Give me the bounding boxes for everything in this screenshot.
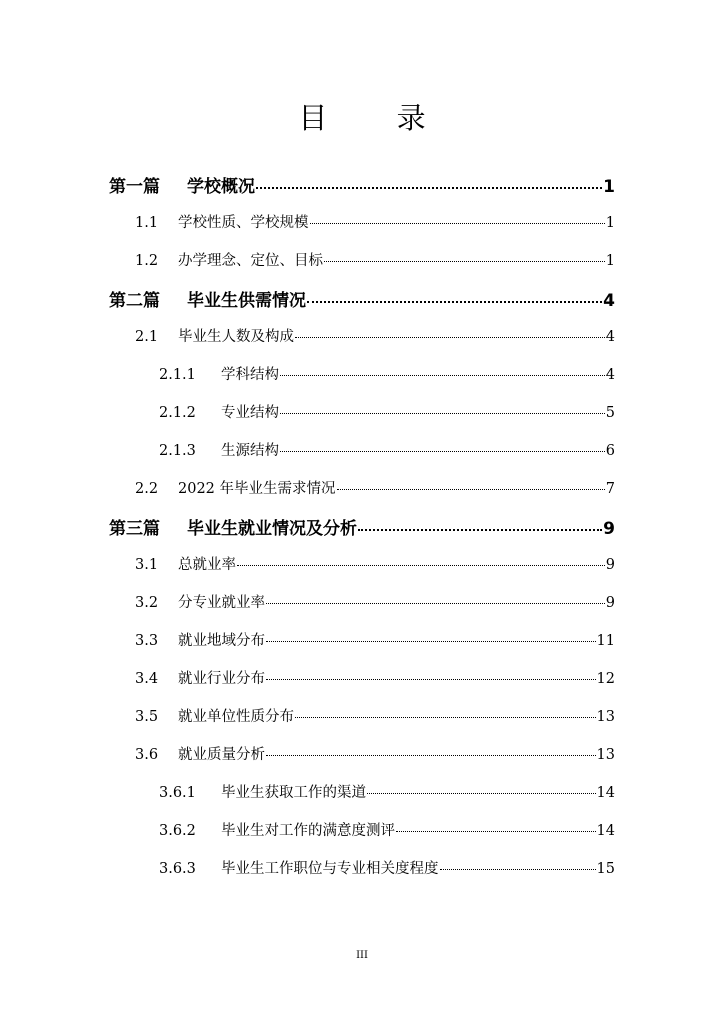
toc-entry-page: 13 (596, 747, 615, 763)
dot-leader (256, 187, 602, 189)
dot-leader (280, 451, 605, 452)
dot-leader (358, 529, 602, 531)
dot-leader (280, 375, 605, 376)
dot-leader (440, 869, 596, 870)
toc-entry-label: 毕业生对工作的满意度测评 (221, 823, 395, 839)
toc-entry-page: 1 (603, 177, 615, 197)
toc-entry-page: 7 (605, 481, 615, 497)
dot-leader (280, 413, 605, 414)
toc-entry-label: 总就业率 (178, 557, 236, 573)
toc-entry-2-1-2[interactable] (159, 401, 615, 422)
dot-leader (266, 641, 596, 642)
toc-entry-2-1[interactable] (135, 325, 615, 346)
toc-entry-page: 9 (603, 519, 615, 539)
toc-entry-3-6-3[interactable] (159, 857, 615, 878)
toc-entry-chapter-1[interactable] (109, 172, 615, 197)
toc-entry-page: 14 (596, 823, 615, 839)
toc-entry-3-4[interactable] (135, 667, 615, 688)
dot-leader (266, 603, 605, 604)
toc-entry-page: 9 (605, 595, 615, 611)
toc-entry-number: 3.1 (135, 557, 159, 573)
toc-entry-page: 6 (605, 443, 615, 459)
toc-entry-chapter-2[interactable] (109, 286, 615, 311)
toc-entry-page: 14 (596, 785, 615, 801)
toc-entry-2-1-1[interactable] (159, 363, 615, 384)
toc-entry-label: 办学理念、定位、目标 (178, 253, 323, 269)
toc-entry-number: 3.2 (135, 595, 159, 611)
toc-entry-label: 毕业生就业情况及分析 (187, 519, 357, 539)
toc-entry-number: 1.2 (135, 253, 159, 269)
dot-leader (337, 489, 605, 490)
toc-entry-3-3[interactable] (135, 629, 615, 650)
toc-entry-3-6-2[interactable] (159, 819, 615, 840)
toc-entry-3-5[interactable] (135, 705, 615, 726)
toc-entry-label: 学科结构 (221, 367, 279, 383)
toc-entry-2-1-3[interactable] (159, 439, 615, 460)
toc-entry-label: 就业行业分布 (178, 671, 265, 687)
toc-entry-label: 毕业生工作职位与专业相关度程度 (221, 861, 439, 877)
toc-entry-label: 学校概况 (187, 177, 255, 197)
toc-entry-label: 毕业生供需情况 (187, 291, 306, 311)
toc-entry-page: 15 (596, 861, 615, 877)
dot-leader (310, 223, 605, 224)
toc-entry-label: 生源结构 (221, 443, 279, 459)
toc-entry-3-2[interactable] (135, 591, 615, 612)
dot-leader (367, 793, 596, 794)
toc-entry-label: 毕业生人数及构成 (178, 329, 294, 345)
toc-entry-page: 4 (603, 291, 615, 311)
toc-entry-number: 3.6.3 (159, 861, 196, 877)
dot-leader (295, 717, 596, 718)
toc-entry-label: 分专业就业率 (178, 595, 265, 611)
toc-entry-label: 就业质量分析 (178, 747, 265, 763)
toc-entry-page: 13 (596, 709, 615, 725)
dot-leader (307, 301, 602, 303)
toc-entry-number: 2.1 (135, 329, 159, 345)
toc-entry-number: 3.3 (135, 633, 159, 649)
toc-entry-number: 3.5 (135, 709, 159, 725)
toc-entry-number: 3.6 (135, 747, 159, 763)
toc-entry-page: 12 (596, 671, 615, 687)
toc-entry-number: 第一篇 (109, 177, 160, 197)
toc-entry-page: 5 (605, 405, 615, 421)
toc-entry-label: 就业地域分布 (178, 633, 265, 649)
toc-entry-2-2[interactable] (135, 477, 615, 498)
toc-entry-number: 2.1.1 (159, 367, 196, 383)
dot-leader (237, 565, 605, 566)
toc-entry-1-2[interactable] (135, 249, 615, 270)
dot-leader (396, 831, 596, 832)
toc-entry-label: 2022 年毕业生需求情况 (178, 481, 336, 497)
toc-entry-chapter-3[interactable] (109, 514, 615, 539)
toc-entry-number: 1.1 (135, 215, 159, 231)
toc-entry-3-1[interactable] (135, 553, 615, 574)
toc-entry-1-1[interactable] (135, 211, 615, 232)
toc-entry-page: 1 (605, 253, 615, 269)
toc-entry-label: 毕业生获取工作的渠道 (221, 785, 366, 801)
page-number-footer: III (356, 950, 368, 961)
dot-leader (266, 755, 596, 756)
toc-entry-number: 3.4 (135, 671, 159, 687)
toc-entry-number: 3.6.1 (159, 785, 196, 801)
toc-entry-page: 11 (596, 633, 615, 649)
toc-entry-page: 4 (605, 367, 615, 383)
toc-entry-page: 4 (605, 329, 615, 345)
dot-leader (324, 261, 605, 262)
toc-entry-number: 3.6.2 (159, 823, 196, 839)
toc-entry-3-6[interactable] (135, 743, 615, 764)
toc-entry-number: 2.2 (135, 481, 159, 497)
dot-leader (295, 337, 605, 338)
toc-entry-page: 1 (605, 215, 615, 231)
dot-leader (266, 679, 596, 680)
toc-entry-number: 2.1.3 (159, 443, 196, 459)
toc-entry-label: 专业结构 (221, 405, 279, 421)
toc-entry-number: 2.1.2 (159, 405, 196, 421)
toc-entry-3-6-1[interactable] (159, 781, 615, 802)
toc-entry-number: 第二篇 (109, 291, 160, 311)
toc-entry-label: 学校性质、学校规模 (178, 215, 309, 231)
toc-entry-label: 就业单位性质分布 (178, 709, 294, 725)
toc-title: 目 录 (298, 101, 456, 135)
toc-entry-page: 9 (605, 557, 615, 573)
toc-entry-number: 第三篇 (109, 519, 160, 539)
